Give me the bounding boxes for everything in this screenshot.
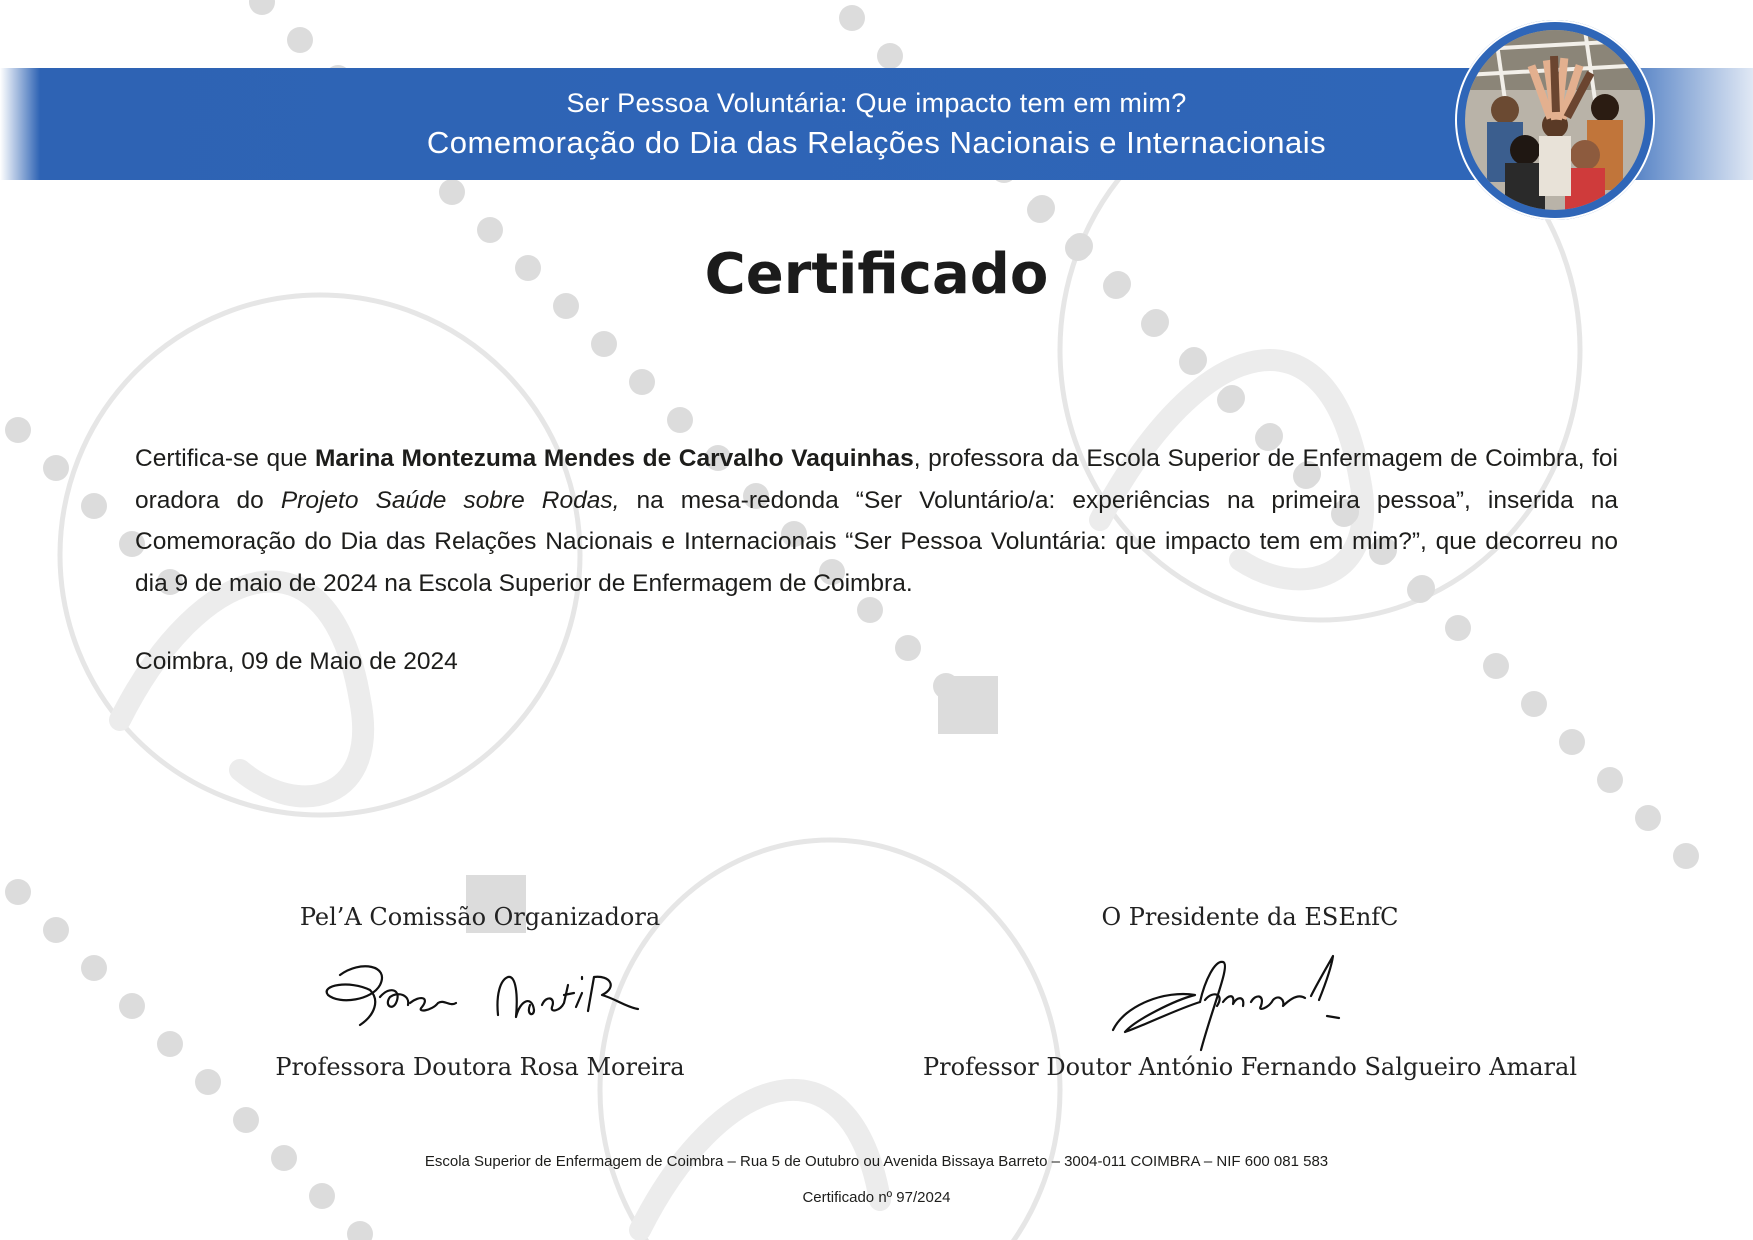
page-title: Certificado — [704, 242, 1049, 307]
footer-address: Escola Superior de Enfermagem de Coimbra – Rua 5 de Outubro ou Avenida Bissaya Barreto – 3004-011 COIMBRA – NIF 600 081 583 — [424, 1153, 1329, 1170]
project-name: Projeto Saúde sobre Rodas, — [280, 486, 620, 514]
right-signature-role: O Presidente da ESEnfC — [1101, 903, 1399, 931]
banner-title: Comemoração do Dia das Relações Nacionais e Internacionais — [426, 125, 1327, 160]
right-signature-name: Professor Doutor António Fernando Salgueiro Amaral — [923, 1053, 1577, 1081]
left-signature-name: Professora Doutora Rosa Moreira — [275, 1053, 685, 1081]
banner-subtitle: Ser Pessoa Voluntária: Que impacto tem em mim? — [566, 88, 1187, 118]
body-rest: na mesa-redonda “Ser Voluntário/a: experiências na primeira pessoa”, inserida na Comemoração do Dia das Relações Nacionais e Internacionais “Ser Pessoa Voluntária: que impacto tem em mim?”, que decorreu no dia 9 de maio de 2024 na Escola Superior de Enfermagem de Coimbra. — [135, 486, 1619, 597]
body-intro: Certifica-se que — [135, 445, 315, 472]
certificate-body — [135, 438, 1618, 604]
body-after-name: , professora da Escola Superior de Enfermagem de Coimbra, foi oradora do — [135, 445, 1618, 514]
volunteers-photo-icon — [1455, 20, 1655, 220]
left-handwritten-signature — [320, 955, 650, 1035]
certificate-number: Certificado nº 97/2024 — [802, 1189, 951, 1206]
right-handwritten-signature — [1105, 950, 1385, 1060]
issue-date: Coimbra, 09 de Maio de 2024 — [135, 648, 458, 675]
recipient-name: Marina Montezuma Mendes de Carvalho Vaquinhas — [314, 445, 914, 472]
left-signature-role: Pel’A Comissão Organizadora — [299, 903, 661, 931]
